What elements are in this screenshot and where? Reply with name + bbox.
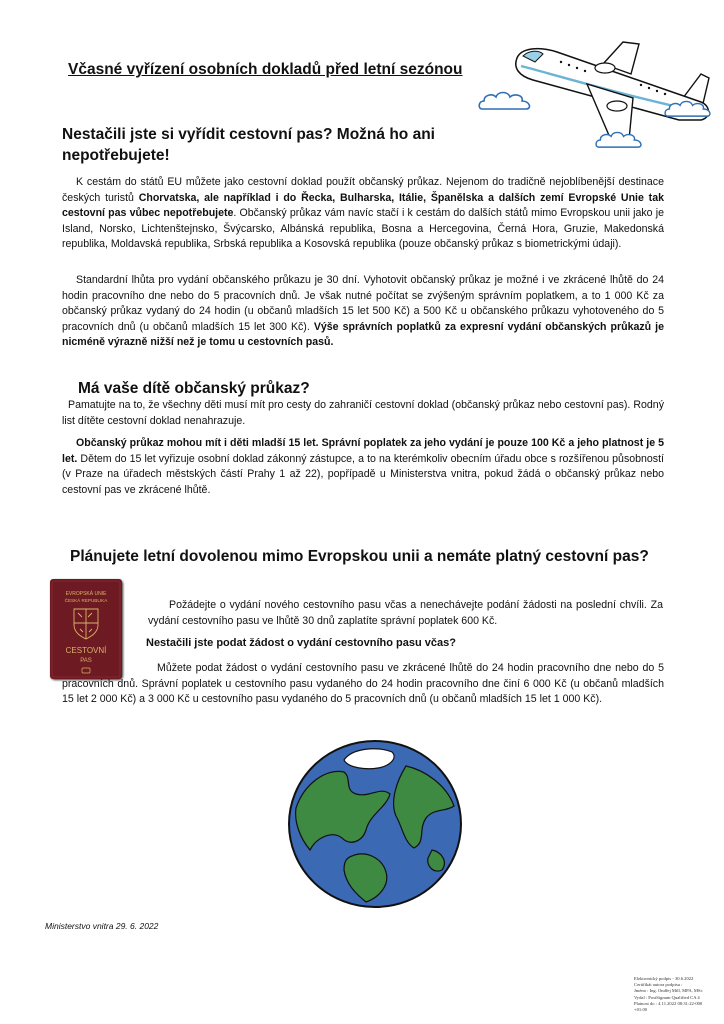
cloud-icon: [664, 98, 714, 120]
section3-paragraph1: Požádejte o vydání nového cestovního pasu včas a nenechávejte podání žádosti na poslední chvíli. Za vydání cestovního pasu ve lhůtě 30 dnů zaplatíte správní poplatek 600 Kč.: [148, 599, 663, 627]
cloud-icon: [478, 89, 534, 113]
section1-paragraph1: K cestám do států EU můžete jako cestovní doklad použít občanský průkaz. Nejenom do tradičně nejoblíbenější destinace českých turistů Chorvatska, ale například i do Řecka, Bulharska, Itálie, Španělska a dalších zemí Evropské Unie tak cestovní pas vůbec nepotřebujete. Občanský průkaz vám navíc stačí i k cestám do dalších států mimo Evropskou unii jako je Island, Norsko, Lichtenštejnsko, Švýcarsko, Albánská republika, Bosna a Hercegovina, Černá Hora, Gruzie, Makedonská republika, Moldavská republika, Srbská republika a Kosovská republika (pouze občanský průkaz s biometrickými údaji).: [62, 176, 664, 251]
cloud-icon: [595, 129, 645, 151]
passport-line4: PAS: [80, 658, 92, 664]
signature-line: Elektronický podpis - 30.6.2022: [634, 976, 694, 981]
signature-line: Certifikát autora podpisu :: [634, 982, 683, 988]
globe-illustration: [286, 738, 464, 910]
section3-paragraph2: Můžete podat žádost o vydání cestovního pasu ve zkrácené lhůtě do 24 hodin pracovního dne nebo do 5 pracovních dnů. Správní poplatek u cestovního pasu vydaného do 24 hodin pracovního dne činí 6 000 Kč (u občanů mladších 15 let 2 000 Kč) a 3 000 Kč u cestovního pasu vydaného do 5 pracovních dnů (u občanů mladších 15 let 1 000 Kč).: [62, 662, 664, 706]
section2-paragraph2: Občanský průkaz mohou mít i děti mladší 15 let. Správní poplatek za jeho vydání je pouze 100 Kč a jeho platnost je 5 let. Dětem do 15 let vyřizuje osobní doklad zákonný zástupce, a to na kterémkoliv obecním úřadu obce s rozšířenou působností (v Praze na úřadech městských částí Prahy 1 až 22), popřípadě u Ministerstva vnitra, pokud žádá o občanský průkaz nebo cestovní pas ve zkrácené lhůtě.: [62, 437, 664, 496]
electronic-signature: [634, 976, 714, 1013]
passport-line3: CESTOVNÍ: [65, 646, 107, 655]
footer-text: Ministerstvo vnitra 29. 6. 2022: [45, 921, 159, 931]
signature-line: Jméno : Ing. Ondřej Mill, MPA, MSc: [634, 988, 703, 994]
airplane-engine: [607, 101, 627, 111]
section1-heading: Nestačili jste si vyřídit cestovní pas? Možná ho ani nepotřebujete!: [62, 126, 435, 164]
passport-line2: ČESKÁ REPUBLIKA: [64, 598, 108, 603]
signature-line: Vydal : PostSignum Qualified CA 4: [634, 994, 700, 1000]
passport-line1: EVROPSKÁ UNIE: [65, 591, 107, 597]
section1-paragraph2: Standardní lhůta pro vydání občanského průkazu je 30 dní. Vyhotovit občanský průkaz je možné i ve zkrácené lhůtě do 24 hodin pracovního dne nebo do 5 pracovních dnů. Je však nutné počítat se zvýšeným správním poplatkem, a to 1 000 Kč za občanský průkaz vydaný do 24 hodin (u občanů mladších 15 let 500 Kč) a 500 Kč u občanského průkazu vyhotoveného do 5 pracovních dnů (u občanů mladších 15 let 300 Kč). Výše správních poplatků za expresní vydání občanských průkazů je nicméně výrazně nižší než je tomu u cestovních pasů.: [62, 274, 664, 349]
section3-subheading: Nestačili jste podat žádost o vydání cestovního pasu včas?: [146, 637, 456, 649]
signature-line: Platnost do : 4.11.2022 08:31:22-000 +01:00: [634, 1000, 703, 1013]
airplane-engine: [595, 63, 615, 73]
section3-heading: Plánujete letní dovolenou mimo Evropskou unii a nemáte platný cestovní pas?: [70, 548, 649, 565]
page-title: Včasné vyřízení osobních dokladů před letní sezónou: [68, 61, 463, 78]
section2-heading: Má vaše dítě občanský průkaz?: [78, 380, 310, 397]
section2-paragraph1: Pamatujte na to, že všechny děti musí mít pro cesty do zahraničí cestovní doklad (občanský průkaz nebo cestovní pas). Rodný list dítěte cestovní doklad nenahrazuje.: [62, 399, 664, 427]
